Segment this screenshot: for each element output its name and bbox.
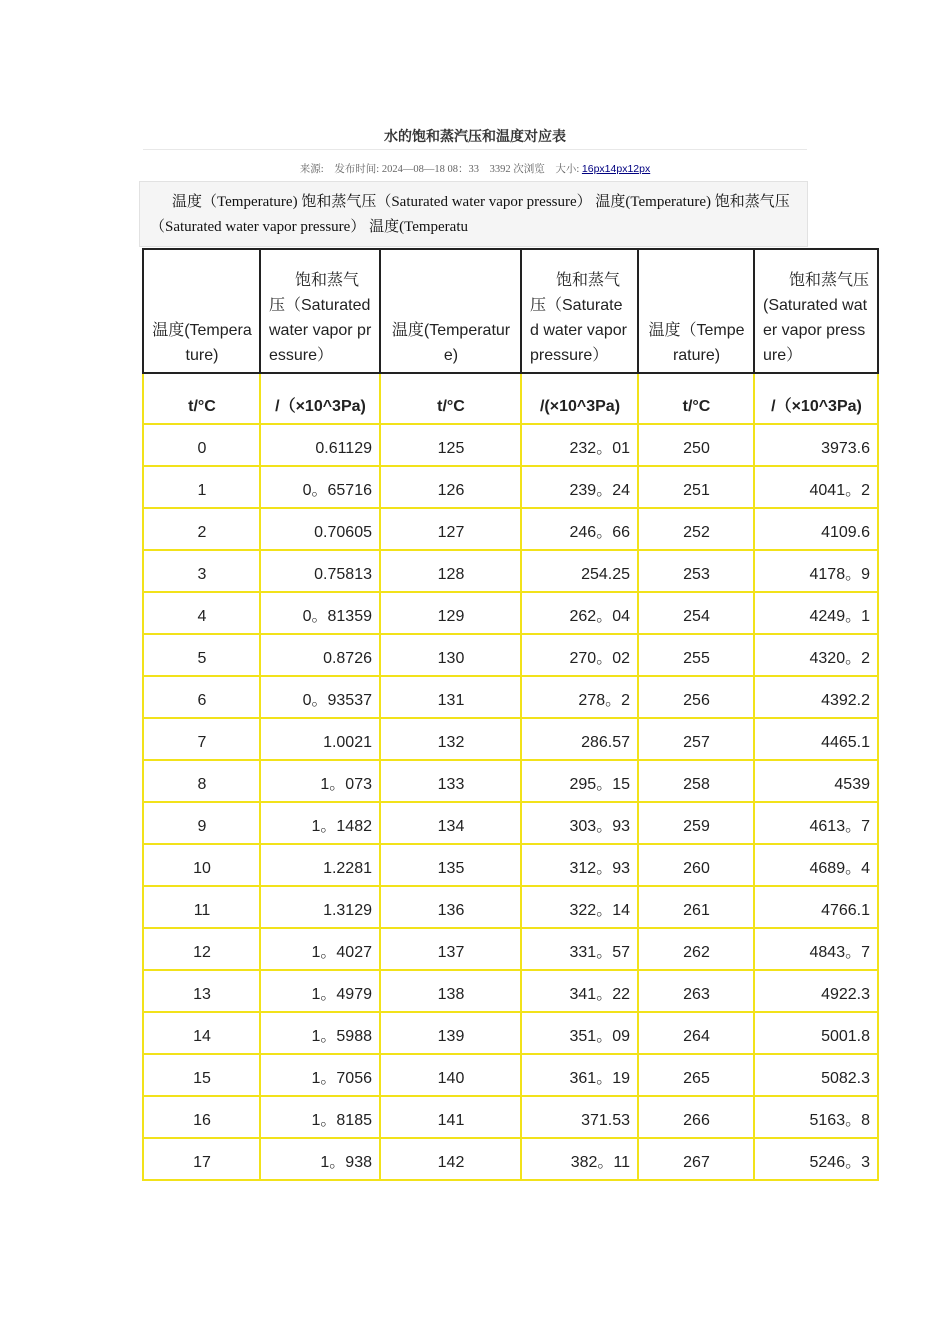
table-row <box>143 1096 878 1138</box>
cell-temperature-2: 130 <box>380 634 521 676</box>
table-row <box>143 844 878 886</box>
cell-temperature-3: 256 <box>638 676 754 718</box>
cell-pressure-1: 0.61129 <box>260 424 380 466</box>
cell-temperature-1: 16 <box>143 1096 260 1138</box>
table-row <box>143 508 878 550</box>
cell-pressure-3: 4249。1 <box>754 592 878 634</box>
title-divider <box>143 149 807 150</box>
table-row <box>143 760 878 802</box>
header-temperature-1: 温度(Temperature) <box>143 249 260 373</box>
cell-pressure-2: 371.53 <box>521 1096 638 1138</box>
cell-temperature-1: 10 <box>143 844 260 886</box>
table-units-row <box>143 373 878 424</box>
cell-pressure-2: 254.25 <box>521 550 638 592</box>
cell-pressure-3: 4178。9 <box>754 550 878 592</box>
cell-temperature-2: 128 <box>380 550 521 592</box>
cell-pressure-1: 1。7056 <box>260 1054 380 1096</box>
cell-pressure-3: 4465.1 <box>754 718 878 760</box>
cell-pressure-2: 312。93 <box>521 844 638 886</box>
cell-temperature-1: 4 <box>143 592 260 634</box>
cell-pressure-3: 5163。8 <box>754 1096 878 1138</box>
table-row <box>143 802 878 844</box>
cell-pressure-1: 1.0021 <box>260 718 380 760</box>
header-pressure-1: 饱和蒸气压（Saturated water vapor pressure） <box>260 249 380 373</box>
cell-temperature-1: 0 <box>143 424 260 466</box>
table-row <box>143 928 878 970</box>
cell-temperature-1: 7 <box>143 718 260 760</box>
cell-pressure-3: 4320。2 <box>754 634 878 676</box>
cell-temperature-3: 267 <box>638 1138 754 1180</box>
cell-pressure-1: 1。938 <box>260 1138 380 1180</box>
cell-pressure-2: 262。04 <box>521 592 638 634</box>
table-header-row <box>143 249 878 373</box>
cell-temperature-1: 12 <box>143 928 260 970</box>
cell-pressure-1: 1。4979 <box>260 970 380 1012</box>
cell-pressure-3: 5082.3 <box>754 1054 878 1096</box>
cell-temperature-2: 134 <box>380 802 521 844</box>
cell-pressure-3: 4922.3 <box>754 970 878 1012</box>
cell-temperature-3: 259 <box>638 802 754 844</box>
cell-temperature-1: 1 <box>143 466 260 508</box>
table-row <box>143 1138 878 1180</box>
unit-pressure-3: /（×10^3Pa) <box>754 373 878 424</box>
cell-pressure-1: 1.2281 <box>260 844 380 886</box>
cell-temperature-3: 265 <box>638 1054 754 1096</box>
cell-pressure-2: 239。24 <box>521 466 638 508</box>
cell-pressure-3: 4766.1 <box>754 886 878 928</box>
font-size-label: 大小: <box>555 164 580 175</box>
cell-pressure-3: 4041。2 <box>754 466 878 508</box>
view-count: 3392 次浏览 <box>489 164 545 175</box>
cell-temperature-2: 131 <box>380 676 521 718</box>
cell-pressure-1: 0.8726 <box>260 634 380 676</box>
header-pressure-3: 饱和蒸气压(Saturated water vapor pressure） <box>754 249 878 373</box>
table-row <box>143 718 878 760</box>
cell-temperature-2: 140 <box>380 1054 521 1096</box>
cell-temperature-3: 263 <box>638 970 754 1012</box>
article-meta <box>143 161 807 176</box>
cell-temperature-1: 2 <box>143 508 260 550</box>
cell-temperature-2: 136 <box>380 886 521 928</box>
source-label: 来源: <box>299 164 324 175</box>
cell-pressure-3: 4613。7 <box>754 802 878 844</box>
cell-temperature-3: 253 <box>638 550 754 592</box>
cell-temperature-2: 137 <box>380 928 521 970</box>
table-row <box>143 634 878 676</box>
cell-temperature-1: 13 <box>143 970 260 1012</box>
cell-temperature-3: 260 <box>638 844 754 886</box>
cell-temperature-2: 126 <box>380 466 521 508</box>
cell-temperature-2: 135 <box>380 844 521 886</box>
cell-pressure-1: 1。5988 <box>260 1012 380 1054</box>
cell-pressure-3: 4109.6 <box>754 508 878 550</box>
font-size-link[interactable]: 16px14px12px <box>581 163 651 175</box>
cell-temperature-2: 133 <box>380 760 521 802</box>
cell-temperature-3: 257 <box>638 718 754 760</box>
cell-pressure-2: 232。01 <box>521 424 638 466</box>
cell-pressure-1: 1.3129 <box>260 886 380 928</box>
cell-pressure-2: 286.57 <box>521 718 638 760</box>
table-row <box>143 1012 878 1054</box>
cell-temperature-3: 258 <box>638 760 754 802</box>
cell-temperature-3: 251 <box>638 466 754 508</box>
table-row <box>143 592 878 634</box>
table-row <box>143 550 878 592</box>
header-pressure-2: 饱和蒸气压（Saturated water vapor pressure） <box>521 249 638 373</box>
cell-temperature-3: 255 <box>638 634 754 676</box>
table-row <box>143 676 878 718</box>
cell-pressure-3: 5001.8 <box>754 1012 878 1054</box>
cell-pressure-1: 1。4027 <box>260 928 380 970</box>
publish-time: 发布时间: 2024—08—18 08：33 <box>334 164 479 175</box>
cell-pressure-1: 1。8185 <box>260 1096 380 1138</box>
cell-temperature-2: 141 <box>380 1096 521 1138</box>
cell-temperature-3: 250 <box>638 424 754 466</box>
unit-pressure-1: /（×10^3Pa) <box>260 373 380 424</box>
cell-pressure-2: 246。66 <box>521 508 638 550</box>
cell-pressure-1: 1。1482 <box>260 802 380 844</box>
cell-pressure-1: 0.70605 <box>260 508 380 550</box>
cell-pressure-2: 361。19 <box>521 1054 638 1096</box>
header-temperature-2: 温度(Temperature) <box>380 249 521 373</box>
cell-temperature-1: 3 <box>143 550 260 592</box>
cell-temperature-3: 254 <box>638 592 754 634</box>
cell-pressure-2: 322。14 <box>521 886 638 928</box>
cell-pressure-1: 0。65716 <box>260 466 380 508</box>
table-row <box>143 424 878 466</box>
cell-temperature-2: 127 <box>380 508 521 550</box>
cell-pressure-3: 4392.2 <box>754 676 878 718</box>
cell-temperature-1: 17 <box>143 1138 260 1180</box>
cell-pressure-1: 0。93537 <box>260 676 380 718</box>
cell-pressure-2: 382。11 <box>521 1138 638 1180</box>
cell-pressure-2: 341。22 <box>521 970 638 1012</box>
cell-temperature-3: 252 <box>638 508 754 550</box>
cell-pressure-3: 5246。3 <box>754 1138 878 1180</box>
unit-pressure-2: /(×10^3Pa) <box>521 373 638 424</box>
summary-box: 温度（Temperature) 饱和蒸气压（Saturated water vapor pressure） 温度(Temperature) 饱和蒸气压（Saturated water vapor pressure） 温度(Temperatu <box>139 181 808 247</box>
unit-temperature-1: t/°C <box>143 373 260 424</box>
table-row <box>143 886 878 928</box>
page-title: 水的饱和蒸汽压和温度对应表 <box>384 128 566 144</box>
cell-pressure-3: 4689。4 <box>754 844 878 886</box>
table-row <box>143 466 878 508</box>
unit-temperature-2: t/°C <box>380 373 521 424</box>
cell-pressure-3: 3973.6 <box>754 424 878 466</box>
cell-pressure-1: 1。073 <box>260 760 380 802</box>
cell-temperature-2: 138 <box>380 970 521 1012</box>
cell-temperature-1: 15 <box>143 1054 260 1096</box>
cell-pressure-1: 0.75813 <box>260 550 380 592</box>
cell-temperature-2: 129 <box>380 592 521 634</box>
unit-temperature-3: t/°C <box>638 373 754 424</box>
cell-temperature-1: 11 <box>143 886 260 928</box>
cell-pressure-3: 4539 <box>754 760 878 802</box>
cell-temperature-3: 266 <box>638 1096 754 1138</box>
cell-pressure-2: 278。2 <box>521 676 638 718</box>
cell-pressure-2: 331。57 <box>521 928 638 970</box>
cell-temperature-3: 261 <box>638 886 754 928</box>
cell-temperature-1: 9 <box>143 802 260 844</box>
cell-temperature-3: 264 <box>638 1012 754 1054</box>
cell-pressure-2: 303。93 <box>521 802 638 844</box>
table-row <box>143 1054 878 1096</box>
cell-temperature-1: 6 <box>143 676 260 718</box>
table-row <box>143 970 878 1012</box>
cell-pressure-2: 270。02 <box>521 634 638 676</box>
header-temperature-3: 温度（Temperature) <box>638 249 754 373</box>
cell-temperature-2: 142 <box>380 1138 521 1180</box>
cell-pressure-2: 351。09 <box>521 1012 638 1054</box>
cell-temperature-1: 14 <box>143 1012 260 1054</box>
cell-pressure-1: 0。81359 <box>260 592 380 634</box>
cell-pressure-2: 295。15 <box>521 760 638 802</box>
cell-temperature-3: 262 <box>638 928 754 970</box>
cell-pressure-3: 4843。7 <box>754 928 878 970</box>
cell-temperature-2: 132 <box>380 718 521 760</box>
cell-temperature-1: 5 <box>143 634 260 676</box>
cell-temperature-1: 8 <box>143 760 260 802</box>
cell-temperature-2: 125 <box>380 424 521 466</box>
vapor-pressure-table <box>142 248 879 1181</box>
cell-temperature-2: 139 <box>380 1012 521 1054</box>
